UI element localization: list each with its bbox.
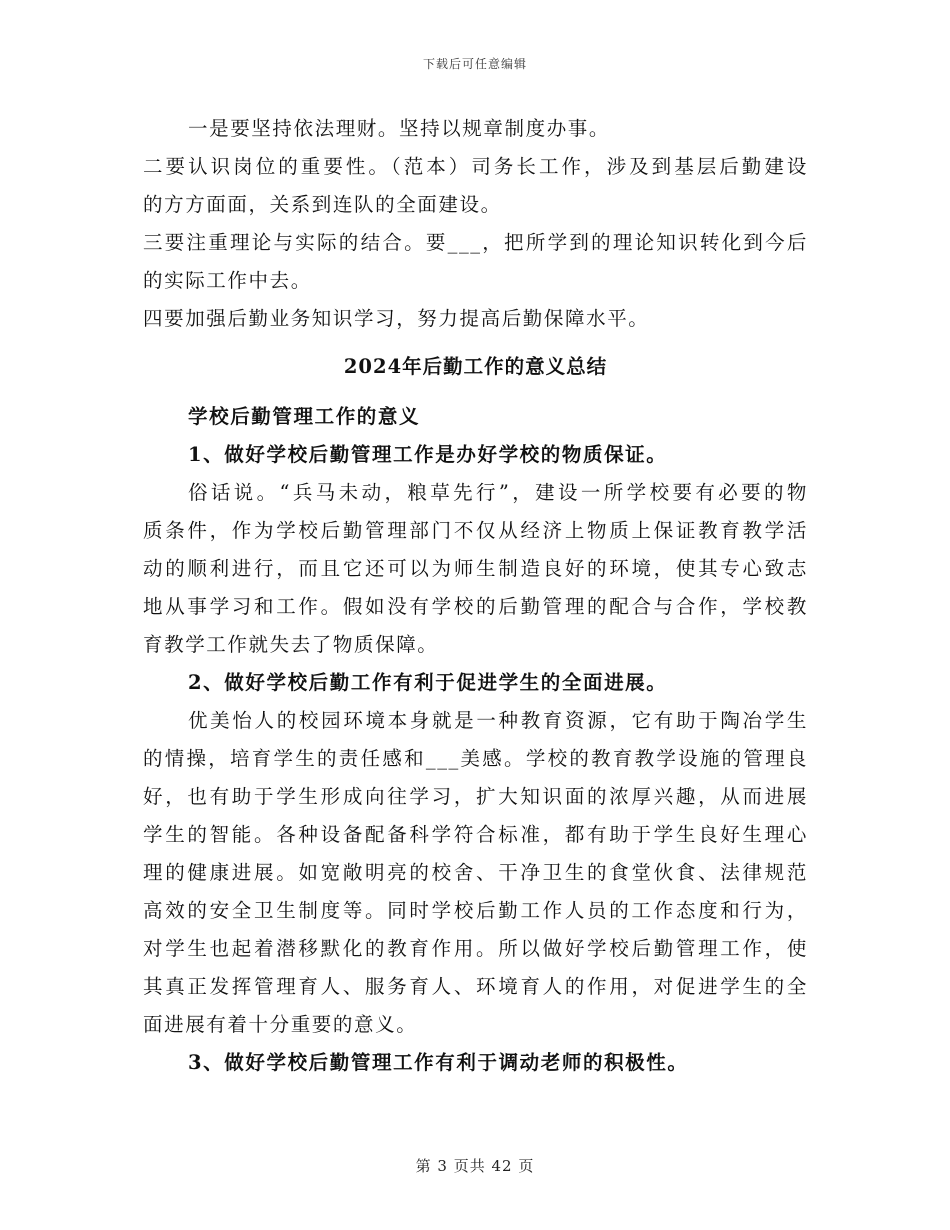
intro-line: 的方方面面，关系到连队的全面建设。 bbox=[143, 193, 502, 216]
point-1-line: 地从事学习和工作。假如没有学校的后勤管理的配合与合作，学校教 bbox=[143, 595, 808, 618]
document-body bbox=[143, 110, 808, 1082]
point-2-line: 对学生也起着潜移默化的教育作用。所以做好学校后勤管理工作，使 bbox=[143, 937, 808, 960]
point-3-heading: 3、做好学校后勤管理工作有利于调动老师的积极性。 bbox=[188, 1051, 689, 1074]
point-2-line: 其真正发挥管理育人、服务育人、环境育人的作用，对促进学生的全 bbox=[143, 975, 808, 998]
intro-line: 一是要坚持依法理财。坚持以规章制度办事。 bbox=[188, 117, 611, 140]
point-2-line: 面进展有着十分重要的意义。 bbox=[143, 1013, 418, 1036]
point-1-line: 质条件，作为学校后勤管理部门不仅从经济上物质上保证教育教学活 bbox=[143, 519, 808, 542]
intro-line: 四要加强后勤业务知识学习，努力提高后勤保障水平。 bbox=[143, 307, 650, 330]
intro-line: 的实际工作中去。 bbox=[143, 269, 312, 292]
section-title: 学校后勤管理工作的意义 bbox=[188, 405, 421, 428]
point-1-heading: 1、做好学校后勤管理工作是办好学校的物质保证。 bbox=[188, 443, 668, 466]
page-header-note: 下载后可任意编辑 bbox=[422, 57, 527, 71]
point-2-line: 理的健康进展。如宽敞明亮的校舍、干净卫生的食堂伙食、法律规范 bbox=[143, 861, 808, 884]
intro-line: 三要注重理论与实际的结合。要___，把所学到的理论知识转化到今后 bbox=[143, 231, 808, 254]
point-2-line: 优美怡人的校园环境本身就是一种教育资源，它有助于陶冶学生 bbox=[188, 709, 808, 732]
point-2-heading: 2、做好学校后勤工作有利于促进学生的全面进展。 bbox=[188, 671, 668, 694]
point-2-line: 好，也有助于学生形成向往学习，扩大知识面的浓厚兴趣，从而进展 bbox=[143, 785, 808, 808]
point-2-line: 学生的智能。各种设备配备科学符合标准，都有助于学生良好生理心 bbox=[143, 823, 808, 846]
intro-line: 二要认识岗位的重要性。（范本）司务长工作，涉及到基层后勤建设 bbox=[143, 155, 808, 178]
point-1-line: 育教学工作就失去了物质保障。 bbox=[143, 633, 439, 656]
point-2-line: 高效的安全卫生制度等。同时学校后勤工作人员的工作态度和行为， bbox=[143, 899, 808, 922]
point-1-line: 俗话说。“兵马未动，粮草先行”，建设一所学校要有必要的物 bbox=[188, 481, 808, 504]
document-title: 2024年后勤工作的意义总结 bbox=[343, 355, 608, 378]
page-number-footer: 第 3 页共 42 页 bbox=[415, 1157, 535, 1175]
point-2-line: 的情操，培育学生的责任感和___美感。学校的教育教学设施的管理良 bbox=[143, 747, 808, 770]
point-1-line: 动的顺利进行，而且它还可以为师生制造良好的环境，使其专心致志 bbox=[143, 557, 808, 580]
